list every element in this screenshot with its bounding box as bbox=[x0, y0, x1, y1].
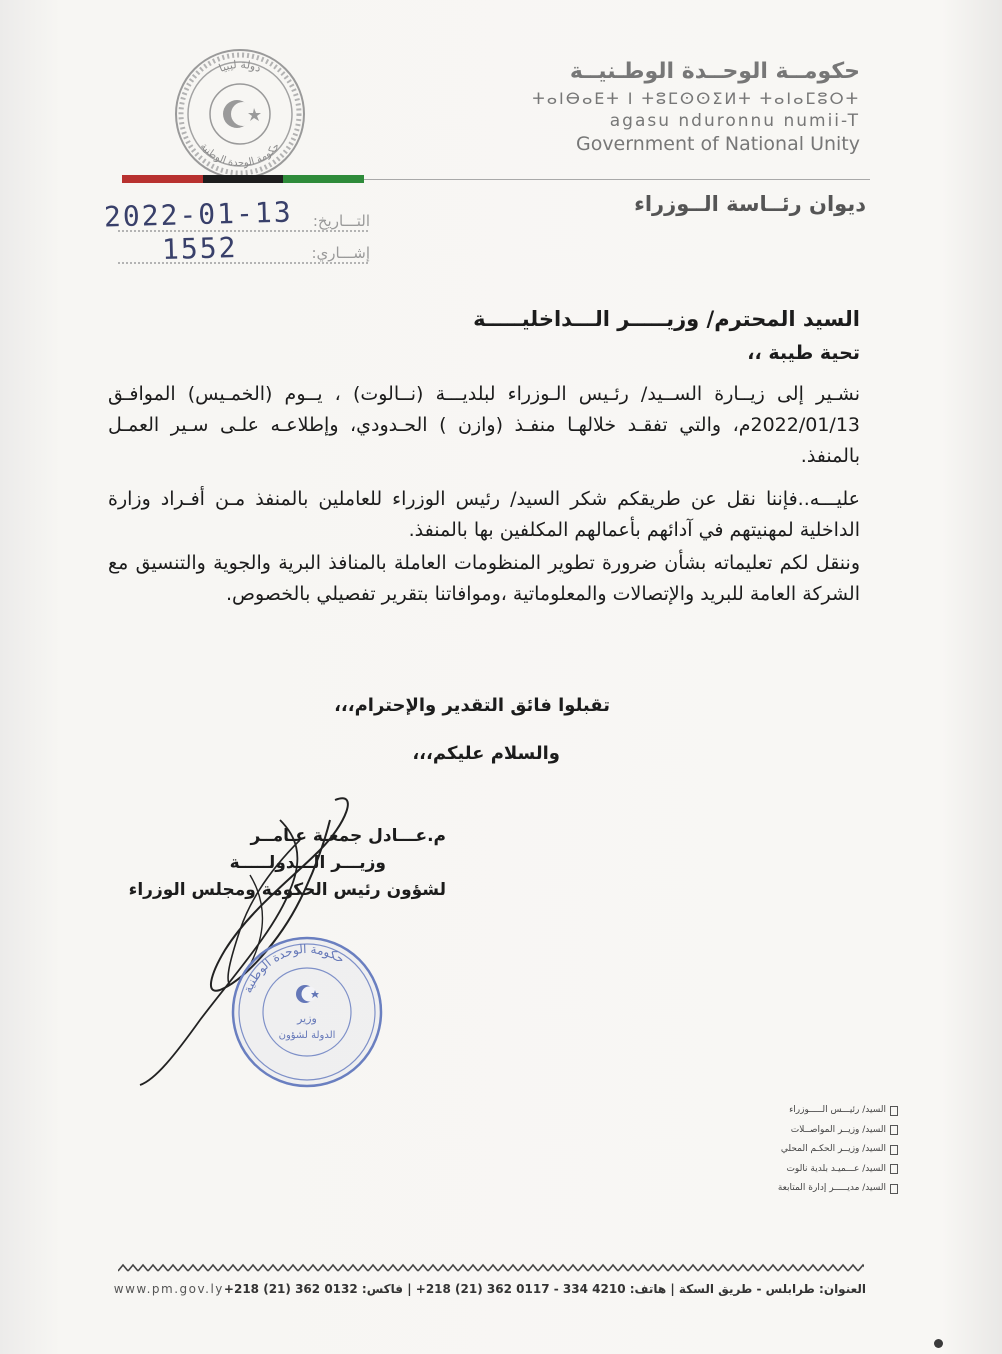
official-stamp-icon bbox=[228, 932, 386, 1092]
government-name-block bbox=[520, 58, 860, 156]
list-item: السيد/ مديـــــر إدارة المتابعة bbox=[678, 1179, 898, 1199]
scan-mark bbox=[934, 1339, 943, 1348]
checkbox-icon bbox=[890, 1125, 898, 1135]
reference-dots bbox=[118, 260, 368, 264]
greeting: تحية طيبة ،، bbox=[747, 342, 860, 364]
closing-salutation: والسلام عليكم،،، bbox=[412, 743, 560, 764]
letter-body bbox=[108, 302, 860, 610]
checkbox-icon bbox=[890, 1106, 898, 1116]
signatory-title: وزيـــر الـــدولـــــة bbox=[229, 853, 386, 873]
checkbox-icon bbox=[890, 1184, 898, 1194]
paragraph-2: عليـــه..فإننا نقل عن طريقكم شكر السيد/ رئيس الوزراء للعاملين بالمنفذ مـن أفـراد وزارة الداخلية لمهنيتهم في آدائهم بأعمالهم المكلفين بها بالمنفذ. bbox=[108, 488, 860, 541]
date-label: التـــاريخ: bbox=[312, 212, 370, 230]
list-item: السيد/ رئيـــس الـــــوزراء bbox=[678, 1101, 898, 1121]
footer-pattern bbox=[118, 1263, 864, 1273]
footer-bar bbox=[114, 1282, 866, 1296]
flag-stripe-green bbox=[283, 175, 364, 183]
gov-name-arabic: حكومــة الوحــدة الوطـنيــة bbox=[569, 59, 860, 84]
government-seal-icon bbox=[172, 46, 308, 182]
flag-color-bar bbox=[122, 175, 364, 183]
date-value: 2022-01-13 bbox=[103, 195, 293, 234]
footer-website: www.pm.gov.ly bbox=[113, 1282, 224, 1296]
reference-value: 1552 bbox=[161, 231, 238, 266]
paragraph-1: نشـير إلى زيــارة الســيد/ رئـيس الـوزراء لبلديـــة (نــالوت) ، يــوم (الخمـيس) الموافـق 2022/01/13م، والتي تفقـد خلالهـا منفـذ (وازن ) الحـدودي، وإطلاعـه علـى سـير العمـل بالمنفذ. bbox=[108, 383, 860, 467]
signatory-name: م.عـــادل جمعـة عـامــر bbox=[250, 826, 446, 846]
checkbox-icon bbox=[890, 1145, 898, 1155]
stamp-center-line1: وزير bbox=[297, 1012, 317, 1025]
signatory-office: لشؤون رئيس الحكومة ومجلس الوزراء bbox=[128, 880, 446, 900]
list-item: السيد/ وزيــر المواصــلات bbox=[678, 1121, 898, 1141]
footer-address: العنوان: طرابلس - طريق السكة | هاتف: 4210 334 - 0117 362 (21) 218+ | فاكس: 0132 362 (21) 218+ bbox=[223, 1282, 866, 1296]
seal-top-text: دولة ليبيا bbox=[216, 57, 263, 75]
svg-text:دولة ليبيا bbox=[217, 58, 263, 75]
office-title: ديوان رئــاسة الــوزراء bbox=[634, 192, 866, 216]
header-divider bbox=[364, 179, 870, 180]
paragraph-3: وننقل لكم تعليماته بشأن ضرورة تطوير المنظومات العاملة بالمنافذ البرية والجوية والتنسيق مع الشركة العامة للبريد والإتصالات والمعلوماتية ،وموافاتنا بتقرير تفصيلي بالخصوص. bbox=[108, 552, 860, 605]
checkbox-icon bbox=[890, 1164, 898, 1174]
flag-stripe-red bbox=[122, 175, 203, 183]
reference-label: إشـــاري: bbox=[311, 244, 370, 262]
addressee: السيد المحترم/ وزيـــــر الـــداخليـــــة bbox=[473, 307, 860, 331]
stamp-center-line2: الدولة لشؤون bbox=[278, 1030, 336, 1041]
gov-name-berber: agasu nduronnu numii-T bbox=[609, 111, 860, 131]
closing-regards: تقبلوا فائق التقدير والإحترام،،، bbox=[334, 695, 610, 716]
gov-name-english: Government of National Unity bbox=[575, 133, 860, 155]
copy-to-list bbox=[678, 1101, 898, 1199]
stamp-ring-text: حكومة الوحدة الوطنية bbox=[240, 941, 348, 995]
flag-stripe-black bbox=[203, 175, 284, 183]
gov-name-tifinagh: ⵜⴰⵏⴱⴰⴹⵜ ⵏ ⵜⵓⵎⵙⵙⵉⵍⵜ ⵜⴰⵏⴰⵎⵓⵔⵜ bbox=[532, 89, 860, 108]
seal-bottom-text: حكومة الوحدة الوطنية bbox=[197, 141, 283, 170]
list-item: السيد/ عـــميـد بلدية نالوت bbox=[678, 1160, 898, 1180]
list-item: السيد/ وزيــر الحكـم المحلي bbox=[678, 1140, 898, 1160]
